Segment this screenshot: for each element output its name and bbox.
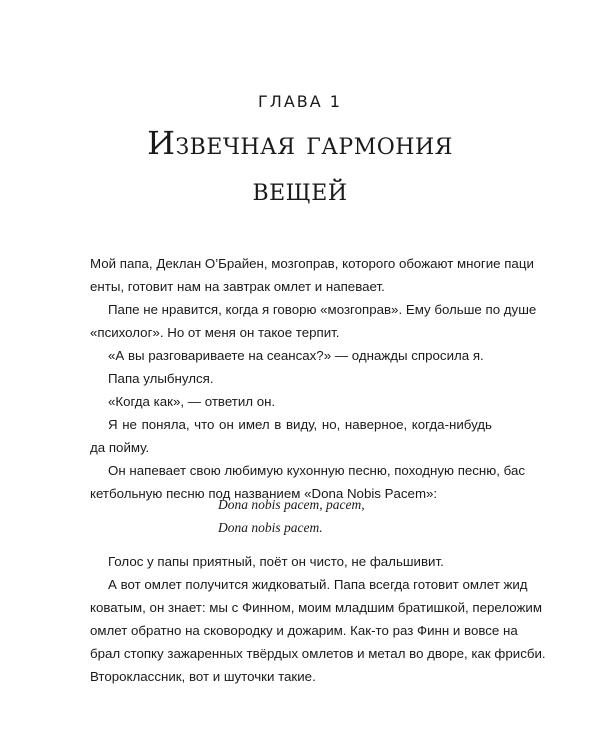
text-line: «психолог». Но от меня он такое терпит. — [90, 325, 340, 340]
poem-line: Dona nobis pacem. — [218, 520, 323, 535]
text-line: да пойму. — [90, 440, 150, 455]
body-text-part-2 — [90, 550, 546, 688]
text-line: Второклассник, вот и шуточки такие. — [90, 669, 316, 684]
body-text-part-1 — [90, 252, 537, 505]
text-line: кетбольную песню под названием «Dona Nobis Pacem»: — [90, 486, 438, 501]
text-line: Папа улыбнулся. — [108, 371, 214, 386]
text-line: Я не поняла, что он имел в виду, но, наверное, когда-нибудь — [108, 417, 492, 432]
text-line: коватым, он знает: мы с Финном, моим младшим братишкой, переложим — [90, 600, 542, 615]
text-line: омлет обратно на сковородку и дожарим. Как-то раз Финн и вовсе на — [90, 623, 518, 638]
text-line: «А вы разговариваете на сеансах?» — однажды спросила я. — [108, 348, 484, 363]
poem-line: Dona nobis pacem, pacem, — [218, 497, 365, 512]
text-line: Он напевает свою любимую кухонную песню, походную песню, бас — [108, 463, 525, 478]
chapter-title-line: Извечная гармония — [147, 124, 453, 162]
chapter-label: ГЛАВА 1 — [258, 92, 342, 111]
chapter-title-line: вещей — [252, 170, 348, 208]
text-line: енты, готовит нам на завтрак омлет и напевает. — [90, 279, 385, 294]
text-line: брал стопку зажаренных твёрдых омлетов и метал во дворе, как фрисби. — [90, 646, 546, 661]
text-line: Мой папа, Деклан О’Брайен, мозгоправ, которого обожают многие паци — [90, 256, 534, 271]
text-line: А вот омлет получится жидковатый. Папа всегда готовит омлет жид — [108, 577, 528, 592]
song-lyrics — [218, 493, 365, 539]
text-line: «Когда как», — ответил он. — [108, 394, 276, 409]
chapter-title — [0, 120, 600, 212]
text-line: Папе не нравится, когда я говорю «мозгоправ». Ему больше по душе — [108, 302, 537, 317]
text-line: Голос у папы приятный, поёт он чисто, не фальшивит. — [108, 554, 444, 569]
